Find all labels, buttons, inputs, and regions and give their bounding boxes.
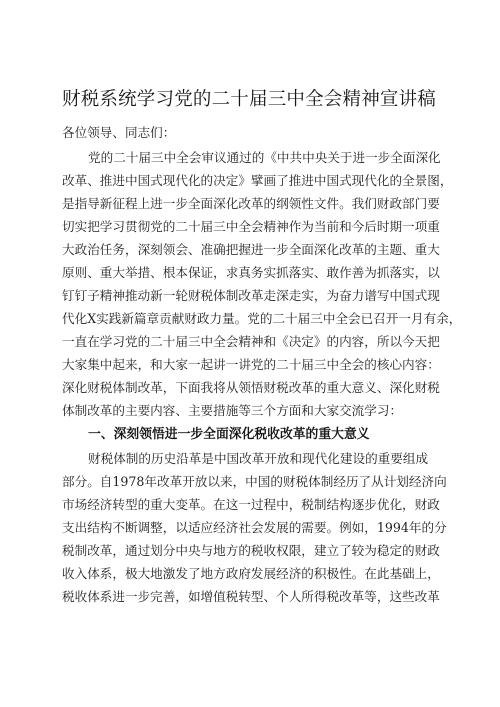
paragraph-line: 市场经济转型的重大变革。在这一过程中，税制结构逐步优化，财政: [62, 497, 440, 512]
paragraph-line: 一直在学习党的二十届三中全会精神和《决定》的内容，所以今天把: [62, 334, 440, 349]
paragraph-line: 体制改革的主要内容、主要措施等三个方面和大家交流学习：: [62, 403, 403, 418]
paragraph-line: 改革、推进中国式现代化的决定》擘画了推进中国式现代化的全景图，: [62, 173, 453, 188]
paragraph-line: 代化X实践新篇章贡献财政力量。党的二十届三中全会已召开一月有余，: [62, 311, 462, 326]
paragraph-line: 财税体制的历史沿革是中国改革开放和现代化建设的重要组成: [88, 451, 429, 466]
paragraph-line: 党的二十届三中全会审议通过的《中共中央关于进一步全面深化: [88, 150, 441, 165]
paragraph-line: 大政治任务，深刻领会、准确把握进一步全面深化改革的主题、重大: [62, 242, 440, 257]
paragraph-line: 原则、重大举措、根本保证，求真务实抓落实、敢作善为抓落实，以: [62, 265, 440, 280]
section-heading: 一、深刻领悟进一步全面深化税收改革的重大意义: [88, 427, 370, 442]
paragraph-line: 切实把学习贯彻党的二十届三中全会精神作为当前和今后时期一项重: [62, 219, 440, 234]
paragraph-line: 深化财税体制改革，下面我将从领悟财税改革的重大意义、深化财税: [62, 380, 440, 395]
paragraph-line: 支出结构不断调整，以适应经济社会发展的需要。例如，1994年的分: [62, 520, 447, 535]
salutation: 各位领导、同志们：: [62, 125, 176, 140]
paragraph-line: 税制改革，通过划分中央与地方的税收权限，建立了较为稳定的财政: [62, 543, 440, 558]
paragraph-line: 是指导新征程上进一步全面深化改革的纲领性文件。我们财政部门要: [62, 196, 440, 211]
paragraph-line: 大家集中起来，和大家一起讲一讲党的二十届三中全会的核心内容：: [62, 357, 440, 372]
paragraph-line: 税收体系进一步完善，如增值税转型、个人所得税改革等，这些改革: [62, 589, 440, 604]
document-title: 财税系统学习党的二十届三中全会精神宣讲稿: [62, 89, 437, 110]
paragraph-line: 钉钉子精神推动新一轮财税体制改革走深走实，为奋力谱写中国式现: [62, 288, 440, 303]
paragraph-line: 收入体系，极大地激发了地方政府发展经济的积极性。在此基础上，: [62, 566, 440, 581]
paragraph-line: 部分。自1978年改革开放以来，中国的财税体制经历了从计划经济向: [62, 474, 447, 489]
